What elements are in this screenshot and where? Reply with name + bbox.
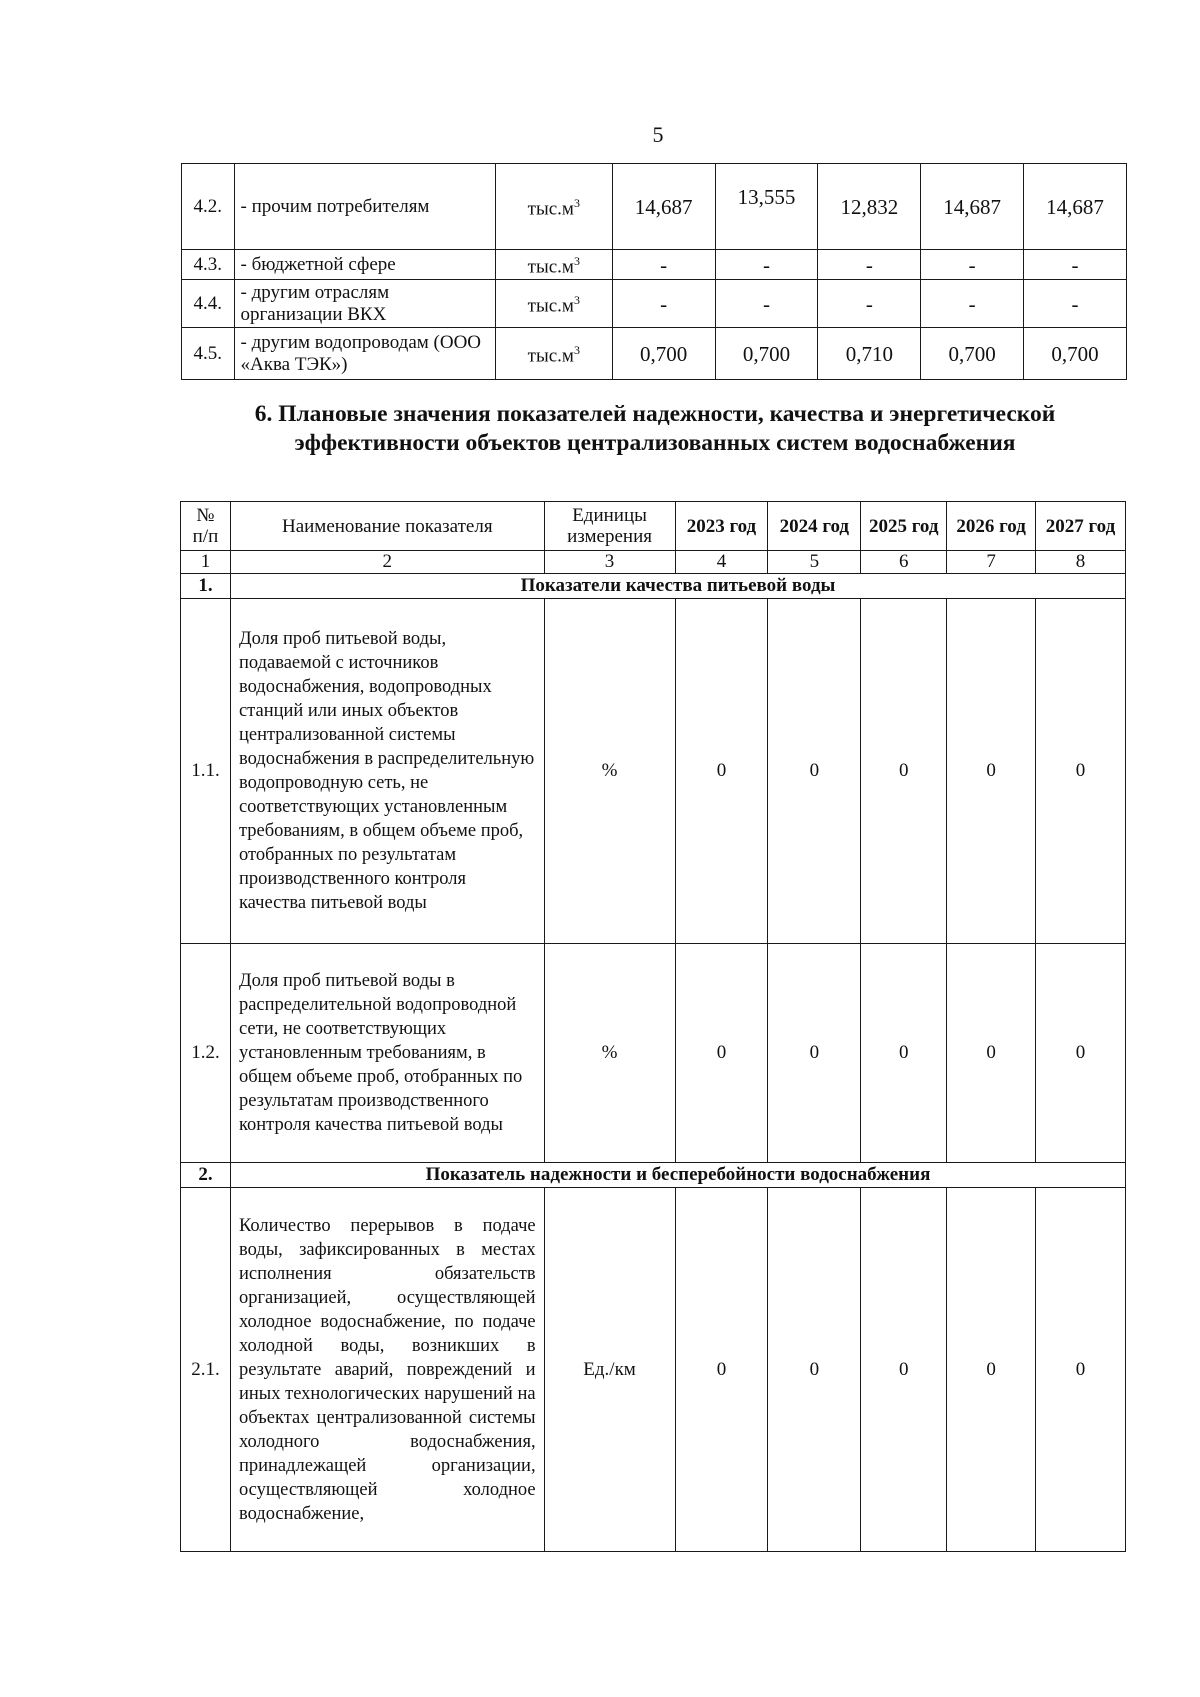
header-unit: Единицы измерения (544, 502, 675, 551)
value-cell: 0,700 (921, 328, 1024, 380)
value-cell: - (1024, 280, 1127, 328)
value-cell: 0 (947, 1188, 1036, 1552)
table-row (182, 250, 1127, 280)
value-cell: 0 (861, 599, 947, 944)
value-cell: 14,687 (1024, 164, 1127, 250)
value-cell: 0 (1036, 599, 1126, 944)
section-row (181, 1163, 1126, 1188)
row-unit: $тыс.м^3$ (495, 250, 612, 280)
row-number: 4.5. (182, 328, 235, 380)
value-cell: 0 (675, 944, 768, 1163)
value-cell: - (612, 250, 715, 280)
row-unit: % (544, 599, 675, 944)
value-cell: - (921, 250, 1024, 280)
header-row (181, 502, 1126, 551)
value-cell: - (715, 250, 818, 280)
value-cell: 13,555 (715, 164, 818, 250)
value-cell: 0 (768, 1188, 861, 1552)
value-cell: - (818, 280, 921, 328)
row-name: - другим водопроводам (ООО «Аква ТЭК») (234, 328, 495, 380)
value-cell: - (612, 280, 715, 328)
value-cell: 0 (675, 1188, 768, 1552)
header-year: 2023 год (675, 502, 768, 551)
row-name: Доля проб питьевой воды в распределительной водопроводной сети, не соответствующих установленным требованиям, в общем объеме проб, отобранных по результатам производственного контроля качества питьевой воды (230, 944, 544, 1163)
section-title: Показатели качества питьевой воды (230, 574, 1125, 599)
value-cell: - (818, 250, 921, 280)
indicators-table (180, 501, 1126, 1552)
header-year: 2026 год (947, 502, 1036, 551)
table-row (181, 944, 1126, 1163)
column-number-row (181, 551, 1126, 574)
value-cell: - (921, 280, 1024, 328)
row-unit: $тыс.м^3$ (495, 280, 612, 328)
header-year: 2024 год (768, 502, 861, 551)
row-name: - бюджетной сфере (234, 250, 495, 280)
value-cell: 0 (675, 599, 768, 944)
column-number: 3 (544, 551, 675, 574)
section-row (181, 574, 1126, 599)
header-year: 2025 год (861, 502, 947, 551)
row-unit: $тыс.м^3$ (495, 164, 612, 250)
column-number: 1 (181, 551, 231, 574)
section-heading: 6. Плановые значения показателей надежности, качества и энергетической эффективности объектов централизованных систем водоснабжения (254, 401, 1056, 456)
value-cell: 0 (768, 599, 861, 944)
column-number: 7 (947, 551, 1036, 574)
value-cell: 0 (947, 944, 1036, 1163)
column-number: 6 (861, 551, 947, 574)
value-cell: 14,687 (921, 164, 1024, 250)
value-cell: 0 (947, 599, 1036, 944)
table-row (182, 164, 1127, 250)
value-cell: 0 (1036, 944, 1126, 1163)
supply-table (181, 163, 1127, 380)
row-unit: Ед./км (544, 1188, 675, 1552)
value-cell: 12,832 (818, 164, 921, 250)
header-year: 2027 год (1036, 502, 1126, 551)
column-number: 8 (1036, 551, 1126, 574)
row-name: Количество перерывов в подаче воды, зафиксированных в местах исполнения обязательств организацией, осуществляющей холодное водоснабжение, по подаче холодной воды, возникших в результате аварий, повреждений и иных технологических нарушений на объектах централизованной системы холодного водоснабжения, принадлежащей организации, осуществляющей холодное водоснабжение, (230, 1188, 544, 1552)
value-cell: - (715, 280, 818, 328)
table-row (181, 599, 1126, 944)
column-number: 4 (675, 551, 768, 574)
row-unit: % (544, 944, 675, 1163)
row-name: - другим отраслям организации ВКХ (234, 280, 495, 328)
table-row (181, 1188, 1126, 1552)
row-unit: $тыс.м^3$ (495, 328, 612, 380)
row-number: 2.1. (181, 1188, 231, 1552)
row-number: 4.4. (182, 280, 235, 328)
header-name: Наименование показателя (230, 502, 544, 551)
column-number: 2 (230, 551, 544, 574)
row-number: 4.3. (182, 250, 235, 280)
row-name: Доля проб питьевой воды, подаваемой с источников водоснабжения, водопроводных станций или иных объектов централизованной системы водоснабжения в распределительную водопроводную сеть, не соответствующих установленным требованиям, в общем объеме проб, отобранных по результатам производственного контроля качества питьевой воды (230, 599, 544, 944)
section-title: Показатель надежности и бесперебойности водоснабжения (230, 1163, 1125, 1188)
table-row (182, 328, 1127, 380)
value-cell: 0,700 (715, 328, 818, 380)
page-number: 5 (652, 122, 664, 147)
row-name: - прочим потребителям (234, 164, 495, 250)
column-number: 5 (768, 551, 861, 574)
value-cell: 0 (768, 944, 861, 1163)
value-cell: 0 (861, 1188, 947, 1552)
section-number: 1. (181, 574, 231, 599)
value-cell: - (1024, 250, 1127, 280)
value-cell: 0,710 (818, 328, 921, 380)
value-cell: 14,687 (612, 164, 715, 250)
value-cell: 0,700 (1024, 328, 1127, 380)
table-row (182, 280, 1127, 328)
row-number: 1.1. (181, 599, 231, 944)
header-num: № п/п (181, 502, 231, 551)
section-number: 2. (181, 1163, 231, 1188)
value-cell: 0 (1036, 1188, 1126, 1552)
row-number: 4.2. (182, 164, 235, 250)
value-cell: 0,700 (612, 328, 715, 380)
value-cell: 0 (861, 944, 947, 1163)
row-number: 1.2. (181, 944, 231, 1163)
